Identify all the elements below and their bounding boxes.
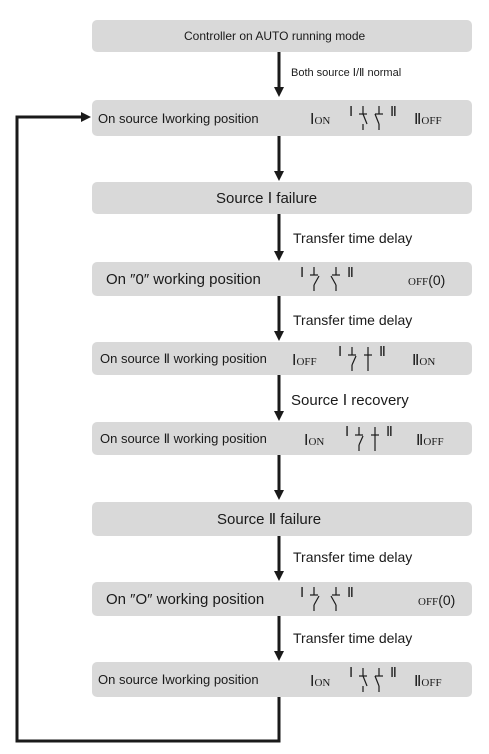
- step-label: On source Ⅰworking position: [98, 111, 259, 126]
- switch-right-label: Ⅱ: [379, 345, 386, 360]
- switch-right-label: Ⅱ: [390, 666, 397, 681]
- step-label: Controller on AUTO running mode: [184, 29, 366, 43]
- transition-both-normal: Both source Ⅰ/Ⅱ normal: [291, 67, 402, 79]
- switch-symbol-1: [357, 104, 387, 132]
- switch-right-label: Ⅱ: [386, 425, 393, 440]
- step-label: On ″O″ working position: [106, 591, 265, 608]
- source-2-state: OFF: [421, 115, 442, 127]
- transition-delay-1: Transfer time delay: [293, 230, 413, 246]
- transition-delay-2: Transfer time delay: [293, 312, 413, 328]
- source-1-symbol: Ⅰ: [304, 433, 309, 449]
- step-o-position: [92, 582, 472, 616]
- step-source-2-working: [92, 342, 472, 375]
- transition-delay-4: Transfer time delay: [293, 630, 413, 646]
- source-1-state: ON: [308, 436, 325, 448]
- source-2-symbol: Ⅱ: [412, 353, 420, 369]
- switch-symbol-open: [308, 585, 344, 613]
- switch-symbol-3: [353, 425, 383, 453]
- step-label: On source Ⅰworking position: [98, 672, 259, 687]
- source-1-symbol: Ⅰ: [310, 674, 315, 690]
- switch-left-label: Ⅰ: [349, 666, 354, 681]
- source-2-state: OFF: [421, 677, 442, 689]
- switch-symbol-1: [357, 666, 387, 694]
- transition-source-1-recovery: Source Ⅰ recovery: [291, 392, 409, 409]
- switch-right-label: Ⅱ: [390, 105, 397, 120]
- switch-right-label: Ⅱ: [347, 586, 354, 601]
- step-source-2-failure: [92, 502, 472, 536]
- step-label: On source Ⅱ working position: [100, 431, 267, 446]
- switch-symbol-open: [308, 265, 344, 293]
- transition-delay-3: Transfer time delay: [293, 549, 413, 565]
- step-label: On source Ⅱ working position: [100, 351, 267, 366]
- off-state-label: OFF: [418, 596, 439, 608]
- step-source-1-working-final: [92, 662, 472, 697]
- switch-left-label: Ⅰ: [300, 266, 305, 281]
- switch-right-label: Ⅱ: [347, 266, 354, 281]
- switch-left-label: Ⅰ: [349, 105, 354, 120]
- switch-left-label: Ⅰ: [345, 425, 350, 440]
- switch-left-label: Ⅰ: [338, 345, 343, 360]
- source-2-symbol: Ⅱ: [416, 433, 424, 449]
- off-state-value: (0): [428, 272, 446, 288]
- step-zero-position: [92, 262, 472, 296]
- source-2-state: OFF: [423, 436, 444, 448]
- step-label: Source Ⅱ failure: [217, 511, 322, 528]
- step-source-1-failure: [92, 182, 472, 214]
- off-state-value: (0): [438, 592, 456, 608]
- switch-left-label: Ⅰ: [300, 586, 305, 601]
- source-1-symbol: Ⅰ: [310, 112, 315, 128]
- off-state-label: OFF: [408, 276, 429, 288]
- source-2-symbol: Ⅱ: [414, 674, 422, 690]
- source-1-symbol: Ⅰ: [292, 353, 297, 369]
- source-2-symbol: Ⅱ: [414, 112, 422, 128]
- step-source-2-working-recovered: [92, 422, 472, 455]
- step-auto-mode: [92, 20, 472, 52]
- source-1-state: OFF: [296, 356, 317, 368]
- source-1-state: ON: [314, 677, 331, 689]
- step-label: On ″0″ working position: [106, 271, 261, 288]
- step-label: Source Ⅰ failure: [216, 190, 318, 207]
- source-2-state: ON: [419, 356, 436, 368]
- switch-symbol-2: [346, 345, 376, 373]
- source-1-state: ON: [314, 115, 331, 127]
- step-source-1-working: [92, 100, 472, 136]
